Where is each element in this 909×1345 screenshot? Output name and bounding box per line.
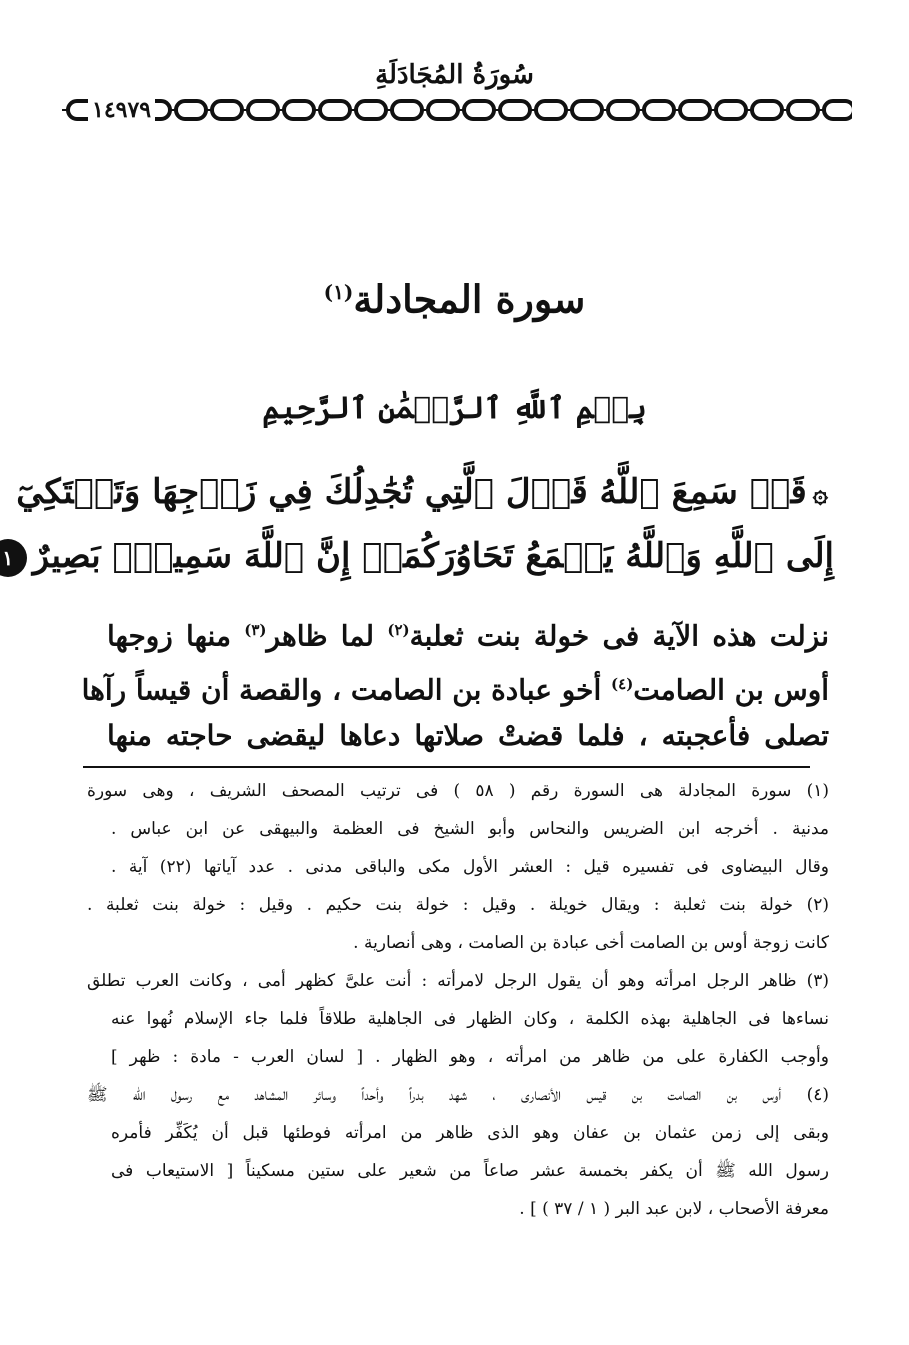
running-header-surah-name: سُورَةُ المُجَادَلَةِ: [375, 60, 534, 90]
footnote-4-line-2: وبقى إلى زمن عثمان بن عفان وهو الذى ظاهر من امرأته فوطئها قبل أن يُكَفِّر فأمره: [111, 1123, 829, 1143]
decorative-header-band: [62, 96, 852, 124]
verse-line-1-text: قَدۡ سَمِعَ ٱللَّهُ قَوۡلَ ٱلَّتِي تُجَٰدِلُكَ فِي زَوۡجِهَا وَتَشۡتَكِيٓ: [16, 472, 807, 512]
footnote-4-line-4: معرفة الأصحاب ، لابن عبد البر ( ١ / ٣٧ ) ] .: [519, 1199, 829, 1219]
surah-title-footnote-ref: (١): [323, 280, 354, 304]
verse-line-2: [2, 526, 834, 588]
surah-title: [0, 262, 909, 322]
body-line-2: [81, 658, 829, 716]
footnote-ref: (٤): [611, 675, 634, 693]
chain-ornament-icon: [62, 96, 852, 124]
footnote-4-line-1: (٤) أوس بن الصامت بن قيس الأنصارى ، شهد بدراً وأحداً وسائر المشاهد مع رسول الله ﷺ: [87, 1085, 829, 1105]
body-text: لما ظاهر: [266, 619, 388, 653]
footnote-separator: [83, 766, 810, 768]
footnote-ref: (٣): [244, 621, 267, 639]
footnote-2-line-1: (٢) خولة بنت ثعلبة : ويقال خويلة . وقيل : خولة بنت حكيم . وقيل : خولة بنت ثعلبة .: [87, 895, 829, 915]
footnote-1-line-1: (١) سورة المجادلة هى السورة رقم ( ٥٨ ) فى ترتيب المصحف الشريف ، وهى سورة: [87, 781, 830, 801]
footnote-3-line-3: وأوجب الكفارة على من ظاهر من امرأته ، وهو الظهار . [ لسان العرب - مادة : ظهر ]: [111, 1047, 829, 1067]
footnote-3-line-2: نساءها فى الجاهلية بهذه الكلمة ، وكان الظهار فى الجاهلية طلاقاً فلما جاء الإسلام نُهوا عنه: [111, 1009, 829, 1029]
page-number: ١٤٩٧٩: [88, 96, 155, 124]
footnote-1-line-2: مدنية . أخرجه ابن الضريس والنحاس وأبو الشيخ فى العظمة والبيهقى عن ابن عباس .: [111, 819, 829, 839]
rub-el-hizb-icon: ۞: [812, 479, 828, 509]
footnote-3-line-1: (٣) ظاهر الرجل امرأته وهو أن يقول الرجل لامرأته : أنت علىَّ كظهر أمى ، وكانت العرب تطلق: [87, 971, 829, 991]
ayah-end-marker: ١: [0, 539, 27, 577]
body-text: أخو عبادة بن الصامت ، والقصة أن قيساً رآها: [81, 673, 612, 707]
surah-title-text: سورة المجادلة: [353, 276, 586, 322]
footnote-1-line-3: وقال البيضاوى فى تفسيره قيل : العشر الأول مكى والباقى مدنى . عدد آياتها (٢٢) آية .: [111, 857, 829, 877]
body-text: منها زوجها: [107, 619, 245, 653]
footnote-ref: (٢): [387, 621, 410, 639]
verse-line-1: [16, 462, 834, 524]
basmala: بِسۡمِ ٱللَّهِ ٱلرَّحۡمَٰنِ ٱلرَّحِيمِ: [262, 391, 647, 426]
body-line-3: تصلى فأعجبته ، فلما قضتْ صلاتها دعاها ليقضى حاجته منها: [107, 719, 829, 752]
verse-line-2-text: إِلَى ٱللَّهِ وَٱللَّهُ يَسۡمَعُ تَحَاوُرَكُمَآۚ إِنَّ ٱللَّهَ سَمِيعُۢ بَصِيرٌ: [32, 536, 834, 576]
body-text: نزلت هذه الآية فى خولة بنت ثعلبة: [409, 619, 829, 653]
body-line-1: [107, 604, 829, 662]
body-text: أوس بن الصامت: [633, 673, 829, 707]
footnote-2-line-2: كانت زوجة أوس بن الصامت أخى عبادة بن الصامت ، وهى أنصارية .: [353, 933, 829, 953]
footnote-4-line-3: رسول الله ﷺ أن يكفر بخمسة عشر صاعاً من شعير على ستين مسكيناً [ الاستيعاب فى: [111, 1161, 829, 1181]
